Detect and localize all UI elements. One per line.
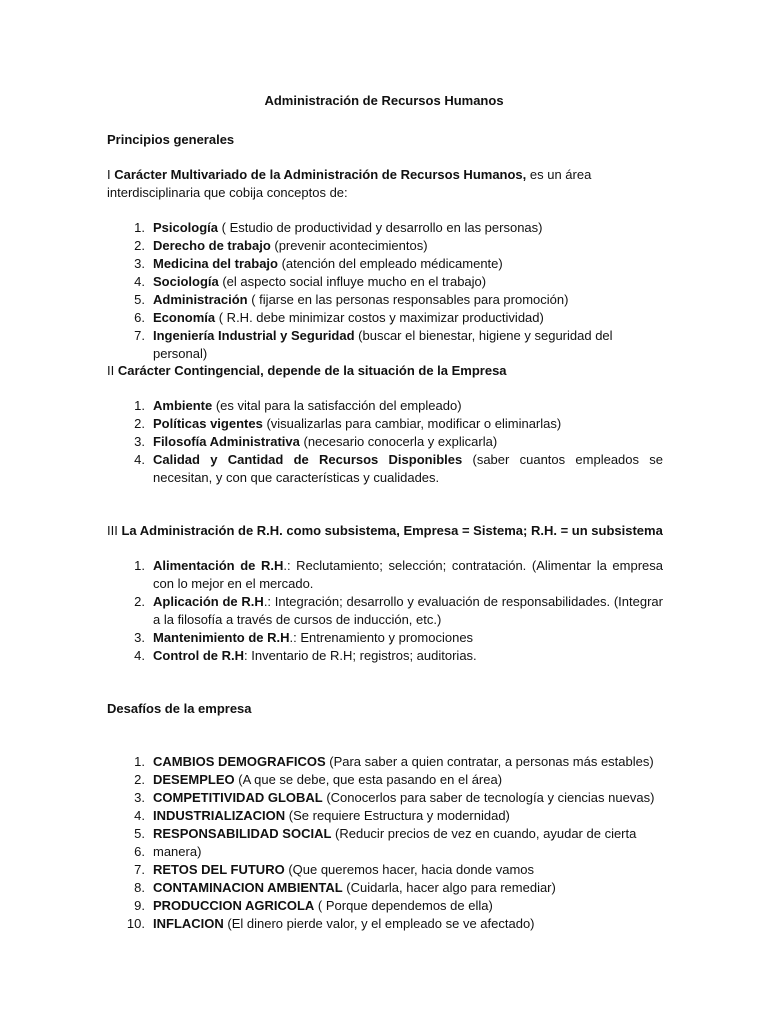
list-number: 3. bbox=[134, 630, 145, 645]
list-item-label: Derecho de trabajo bbox=[153, 238, 271, 253]
list-item-label: Políticas vigentes bbox=[153, 416, 263, 431]
list-item-label: CAMBIOS DEMOGRAFICOS bbox=[153, 754, 326, 769]
list-number: 3. bbox=[134, 434, 145, 449]
list-item-text: (Para saber a quien contratar, a personas más estables) bbox=[325, 754, 654, 769]
list-item-label: Ingeniería Industrial y Seguridad bbox=[153, 328, 355, 343]
list-item-label: Administración bbox=[153, 292, 248, 307]
list-number: 1. bbox=[134, 398, 145, 413]
list-item-text: (atención del empleado médicamente) bbox=[277, 256, 503, 271]
list-item-text: : Inventario de R.H; registros; auditorias. bbox=[244, 648, 477, 663]
list-item-label: Psicología bbox=[153, 220, 219, 235]
list-item bbox=[107, 309, 663, 327]
list-item bbox=[107, 843, 663, 861]
list-item bbox=[107, 255, 663, 273]
list-item bbox=[107, 433, 663, 451]
list-subsistema bbox=[107, 557, 663, 665]
list-item-text: (prevenir acontecimientos) bbox=[270, 238, 428, 253]
list-item-label: Mantenimiento de R.H bbox=[153, 630, 290, 645]
list-item bbox=[107, 807, 663, 825]
section-i-text: es un área interdisciplinaria que cobija conceptos de: bbox=[107, 167, 592, 200]
list-item bbox=[107, 291, 663, 309]
list-item bbox=[107, 771, 663, 789]
list-number: 9. bbox=[134, 898, 145, 913]
list-item-label: RETOS DEL FUTURO bbox=[153, 862, 285, 877]
list-item-text: ( R.H. debe minimizar costos y maximizar productividad) bbox=[215, 310, 544, 325]
section-iii-intro bbox=[107, 522, 667, 540]
list-number: 4. bbox=[134, 452, 145, 467]
list-item bbox=[107, 397, 663, 415]
list-item-label: INFLACION bbox=[153, 916, 224, 931]
list-item-label: Aplicación de R.H bbox=[153, 594, 264, 609]
list-item-text: (Se requiere Estructura y modernidad) bbox=[285, 808, 510, 823]
roman-numeral: III bbox=[107, 523, 118, 538]
list-number: 6. bbox=[134, 310, 145, 325]
list-item bbox=[107, 237, 663, 255]
list-number: 4. bbox=[134, 808, 145, 823]
list-item-label: Control de R.H bbox=[153, 648, 244, 663]
list-number: 2. bbox=[134, 238, 145, 253]
section-heading-principios: Principios generales bbox=[107, 132, 235, 147]
list-item-text: .: Entrenamiento y promociones bbox=[289, 630, 474, 645]
list-item-text: (Que queremos hacer, hacia donde vamos bbox=[284, 862, 535, 877]
section-i-intro bbox=[107, 166, 663, 202]
list-item-label: Calidad y Cantidad de Recursos Disponibles bbox=[153, 452, 463, 467]
list-item-text: (Conocerlos para saber de tecnología y ciencias nuevas) bbox=[322, 790, 655, 805]
list-item bbox=[107, 273, 663, 291]
list-item-label: INDUSTRIALIZACION bbox=[153, 808, 286, 823]
list-item-label: Sociología bbox=[153, 274, 219, 289]
list-item-text: (necesario conocerla y explicarla) bbox=[299, 434, 498, 449]
list-item-label: RESPONSABILIDAD SOCIAL bbox=[153, 826, 332, 841]
list-number: 1. bbox=[134, 220, 145, 235]
section-iii-heading: La Administración de R.H. como subsistema, Empresa = Sistema; R.H. = un subsistema bbox=[121, 523, 663, 538]
list-item bbox=[107, 825, 663, 843]
list-item-text: (buscar el bienestar, higiene y seguridad del personal) bbox=[153, 328, 613, 361]
list-item bbox=[107, 593, 663, 629]
list-item bbox=[107, 629, 663, 647]
list-item bbox=[107, 789, 663, 807]
list-item bbox=[107, 327, 663, 363]
list-item bbox=[107, 753, 663, 771]
list-item bbox=[107, 879, 663, 897]
list-item bbox=[107, 557, 663, 593]
section-ii-intro bbox=[107, 362, 663, 380]
list-number: 2. bbox=[134, 594, 145, 609]
list-number: 2. bbox=[134, 772, 145, 787]
list-contingencial bbox=[107, 397, 663, 487]
list-item-label: CONTAMINACION AMBIENTAL bbox=[153, 880, 343, 895]
list-item-text: (El dinero pierde valor, y el empleado se ve afectado) bbox=[223, 916, 535, 931]
list-number: 7. bbox=[134, 328, 145, 343]
list-number: 3. bbox=[134, 256, 145, 271]
list-item-label: Medicina del trabajo bbox=[153, 256, 278, 271]
list-number: 4. bbox=[134, 648, 145, 663]
list-number: 1. bbox=[134, 754, 145, 769]
section-i-heading: Carácter Multivariado de la Administración de Recursos Humanos, bbox=[114, 167, 527, 182]
list-item bbox=[107, 415, 663, 433]
list-item bbox=[107, 915, 663, 933]
list-number: 10. bbox=[126, 916, 145, 931]
list-item-text: ( Estudio de productividad y desarrollo en las personas) bbox=[218, 220, 543, 235]
list-item bbox=[107, 647, 663, 665]
list-item-text: (Reducir precios de vez en cuando, ayudar de cierta bbox=[331, 826, 637, 841]
list-item-text: ( fijarse en las personas responsables para promoción) bbox=[247, 292, 569, 307]
list-item-label: PRODUCCION AGRICOLA bbox=[153, 898, 315, 913]
list-item-text: (A que se debe, que esta pasando en el área) bbox=[234, 772, 503, 787]
list-item-label: Alimentación de R.H bbox=[153, 558, 284, 573]
list-item bbox=[107, 861, 663, 879]
roman-numeral: I bbox=[107, 167, 111, 182]
roman-numeral: II bbox=[107, 363, 115, 378]
list-item-text: (saber cuantos empleados se necesitan, y con que características y cualidades. bbox=[153, 452, 664, 485]
list-number: 6. bbox=[134, 844, 145, 859]
list-number: 5. bbox=[134, 292, 145, 307]
list-number: 7. bbox=[134, 862, 145, 877]
list-item-text: (es vital para la satisfacción del empleado) bbox=[212, 398, 462, 413]
list-number: 1. bbox=[134, 558, 145, 573]
list-item-text: (Cuidarla, hacer algo para remediar) bbox=[342, 880, 556, 895]
list-disciplinas bbox=[107, 219, 663, 363]
list-item-text: ( Porque dependemos de ella) bbox=[314, 898, 493, 913]
list-number: 5. bbox=[134, 826, 145, 841]
list-number: 4. bbox=[134, 274, 145, 289]
list-item-label: COMPETITIVIDAD GLOBAL bbox=[153, 790, 323, 805]
list-item-text: manera) bbox=[153, 844, 202, 859]
document-title: Administración de Recursos Humanos bbox=[264, 93, 504, 108]
list-item-label: Filosofía Administrativa bbox=[153, 434, 300, 449]
list-item-text: (visualizarlas para cambiar, modificar o eliminarlas) bbox=[262, 416, 562, 431]
list-item bbox=[107, 897, 663, 915]
list-desafios bbox=[107, 753, 663, 933]
list-number: 3. bbox=[134, 790, 145, 805]
section-heading-desafios: Desafíos de la empresa bbox=[107, 701, 252, 716]
list-item-label: Economía bbox=[153, 310, 216, 325]
list-item-label: DESEMPLEO bbox=[153, 772, 235, 787]
section-ii-heading: Carácter Contingencial, depende de la situación de la Empresa bbox=[117, 363, 507, 378]
list-number: 8. bbox=[134, 880, 145, 895]
list-number: 2. bbox=[134, 416, 145, 431]
list-item-text: .: Integración; desarrollo y evaluación de responsabilidades. (Integrar a la filosofía a través de cursos de inducción, etc.) bbox=[153, 594, 663, 627]
list-item bbox=[107, 451, 663, 487]
list-item bbox=[107, 219, 663, 237]
list-item-text: .: Reclutamiento; selección; contratación. (Alimentar la empresa con lo mejor en el mercado. bbox=[153, 558, 663, 591]
list-item-text: (el aspecto social influye mucho en el trabajo) bbox=[218, 274, 487, 289]
list-item-label: Ambiente bbox=[153, 398, 213, 413]
